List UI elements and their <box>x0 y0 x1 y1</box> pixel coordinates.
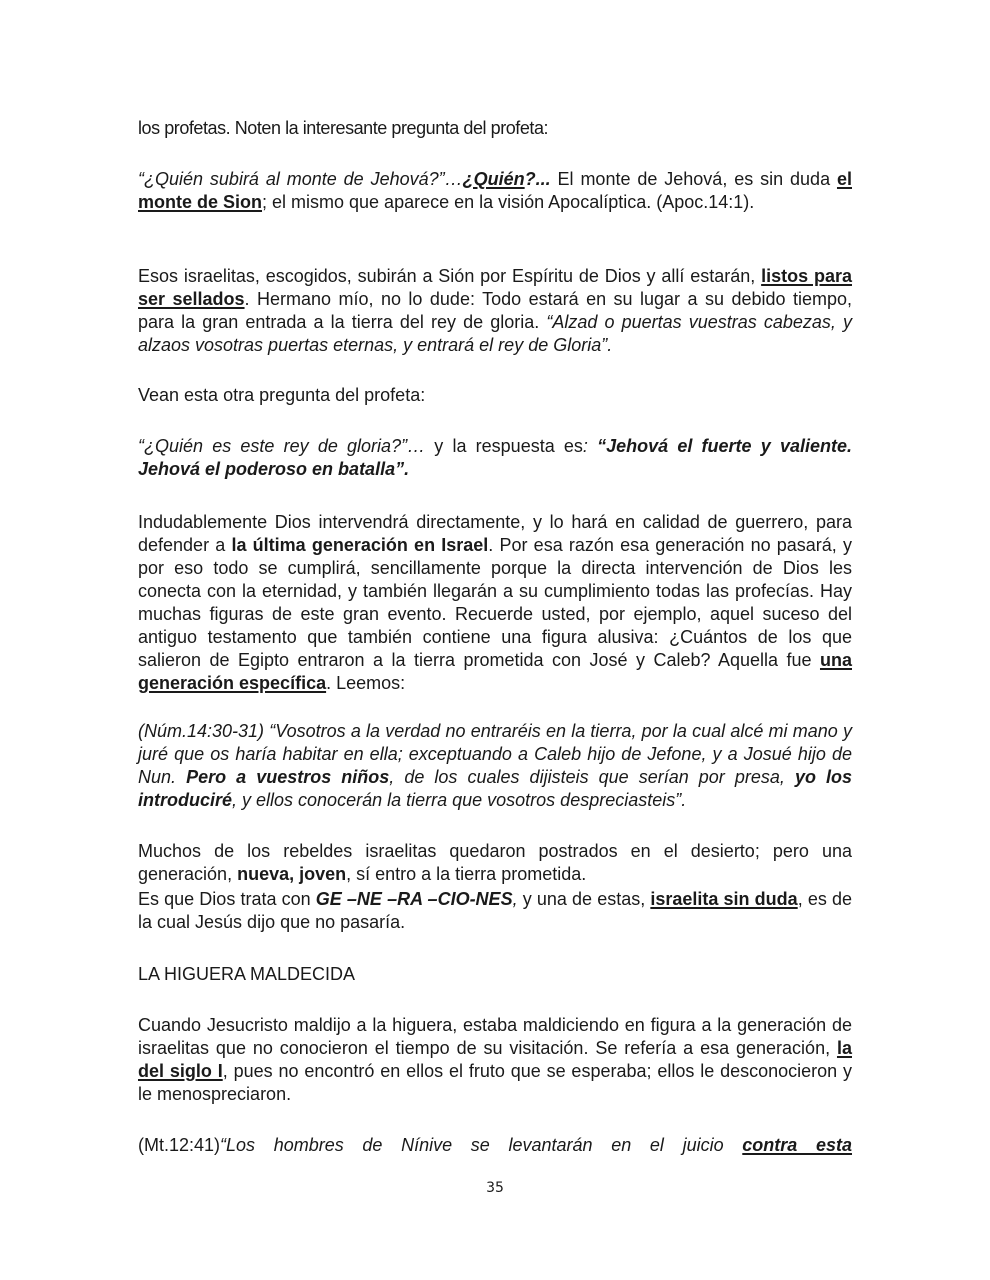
emphasis-run: el monte de Sion <box>138 169 852 212</box>
emphasis-run: “Jehová el fuerte y valiente. Jehová el poderoso en batalla”. <box>138 436 852 479</box>
paragraph-6 <box>138 511 852 695</box>
text-run: (Mt.12:41) <box>138 1135 221 1155</box>
paragraph-4 <box>138 384 852 407</box>
text-run: : <box>582 436 598 456</box>
paragraph-11 <box>138 1014 852 1106</box>
emphasis-run: GE –NE –RA –CIO-NES <box>315 889 513 909</box>
heading-text: LA HIGUERA MALDECIDA <box>138 964 356 984</box>
text-run: los profetas. Noten la interesante pregunta del profeta: <box>138 118 549 138</box>
emphasis-run: una generación específica <box>138 650 852 693</box>
text-run: . Por esa razón esa generación no pasará, y por eso todo se cumplirá, sencillamente porque la directa intervención de Dios les conecta con la eternidad, y también llegarán a su cumplimiento todas las profecías. Hay muchas figuras de este gran evento. Recuerde usted, por ejemplo, aquel suceso del antiguo testamento que también contiene una figura alusiva: ¿Cuántos de los que salieron de Egipto entraron a la tierra prometida con José y Caleb? Aquella fue <box>138 535 852 670</box>
page-number: 35 <box>486 1180 504 1196</box>
text-run: Muchos de los rebeldes israelitas quedaron postrados en el desierto; pero una generación, <box>138 841 852 884</box>
emphasis-run: listos para ser sellados <box>138 266 852 309</box>
text-run: , pues no encontró en ellos el fruto que se esperaba; ellos le desconocieron y le menospreciaron. <box>138 1061 852 1104</box>
quote-run: “Alzad o puertas vuestras cabezas, y alzaos vosotras puertas eternas, y entrará el rey de Gloria”. <box>138 312 852 355</box>
paragraph-5 <box>138 435 852 481</box>
emphasis-run: ¿Quién <box>462 169 525 189</box>
paragraph-9 <box>138 888 852 934</box>
text-run: Esos israelitas, escogidos, subirán a Sión por Espíritu de Dios y allí estarán, <box>138 266 762 286</box>
quote-run: , de los cuales dijisteis que serían por presa, <box>389 767 795 787</box>
quote-run: (Núm.14:30-31) “Vosotros a la verdad no entraréis en la tierra, por la cual alcé mi mano y juré que os haría habitar en ella; exceptuando a Caleb hijo de Jefone, y a Josué hijo de Nun. <box>138 721 852 787</box>
text-run: Indudablemente Dios intervendrá directamente, y lo hará en calidad de guerrero, para defender a <box>138 512 852 555</box>
text-run: El monte de Jehová, es sin duda <box>550 169 837 189</box>
text-run: , es de la cual Jesús dijo que no pasaría. <box>138 889 852 932</box>
emphasis-run: Pero a vuestros niños <box>186 767 390 787</box>
text-run: Vean esta otra pregunta del profeta: <box>138 385 426 405</box>
quote-run: “¿Quién subirá al monte de Jehová?”… <box>138 169 463 189</box>
paragraph-12 <box>138 1134 852 1157</box>
paragraph-7 <box>138 720 852 812</box>
text-run: y una de estas, <box>517 889 651 909</box>
text-run: . Hermano mío, no lo dude: Todo estará en su lugar a su debido tiempo, para la gran entrada a la tierra del rey de gloria. <box>138 289 852 332</box>
emphasis-run: la del siglo I <box>138 1038 852 1081</box>
quote-run: “¿Quién es este rey de gloria?”… <box>138 436 426 456</box>
quote-run: “Los hombres de Nínive se levantarán en el juicio <box>220 1135 743 1155</box>
paragraph-8 <box>138 840 852 886</box>
text-run: ; el mismo que aparece en la visión Apocalíptica. (Apoc.14:1). <box>262 192 755 212</box>
paragraph-2 <box>138 168 852 214</box>
emphasis-run: contra esta <box>742 1135 852 1155</box>
emphasis-run: israelita sin duda <box>650 889 798 909</box>
text-run: Cuando Jesucristo maldijo a la higuera, estaba maldiciendo en figura a la generación de israelitas que no conocieron el tiempo de su visitación. Se refería a esa generación, <box>138 1015 852 1058</box>
section-heading <box>138 963 852 986</box>
emphasis-run: ?... <box>524 169 551 189</box>
paragraph-3 <box>138 265 852 357</box>
emphasis-run: la última generación en Israel <box>231 535 489 555</box>
emphasis-run: yo los introduciré <box>138 767 853 810</box>
paragraph-1 <box>138 117 852 140</box>
text-run: , sí entro a la tierra prometida. <box>346 864 587 884</box>
text-run: . Leemos: <box>326 673 406 693</box>
quote-run: , y ellos conocerán la tierra que vosotros despreciasteis”. <box>232 790 687 810</box>
text-run: Es que Dios trata con <box>138 889 316 909</box>
text-run: y la respuesta es <box>425 436 583 456</box>
text-run: , <box>512 889 518 909</box>
emphasis-run: nueva, joven <box>237 864 347 884</box>
